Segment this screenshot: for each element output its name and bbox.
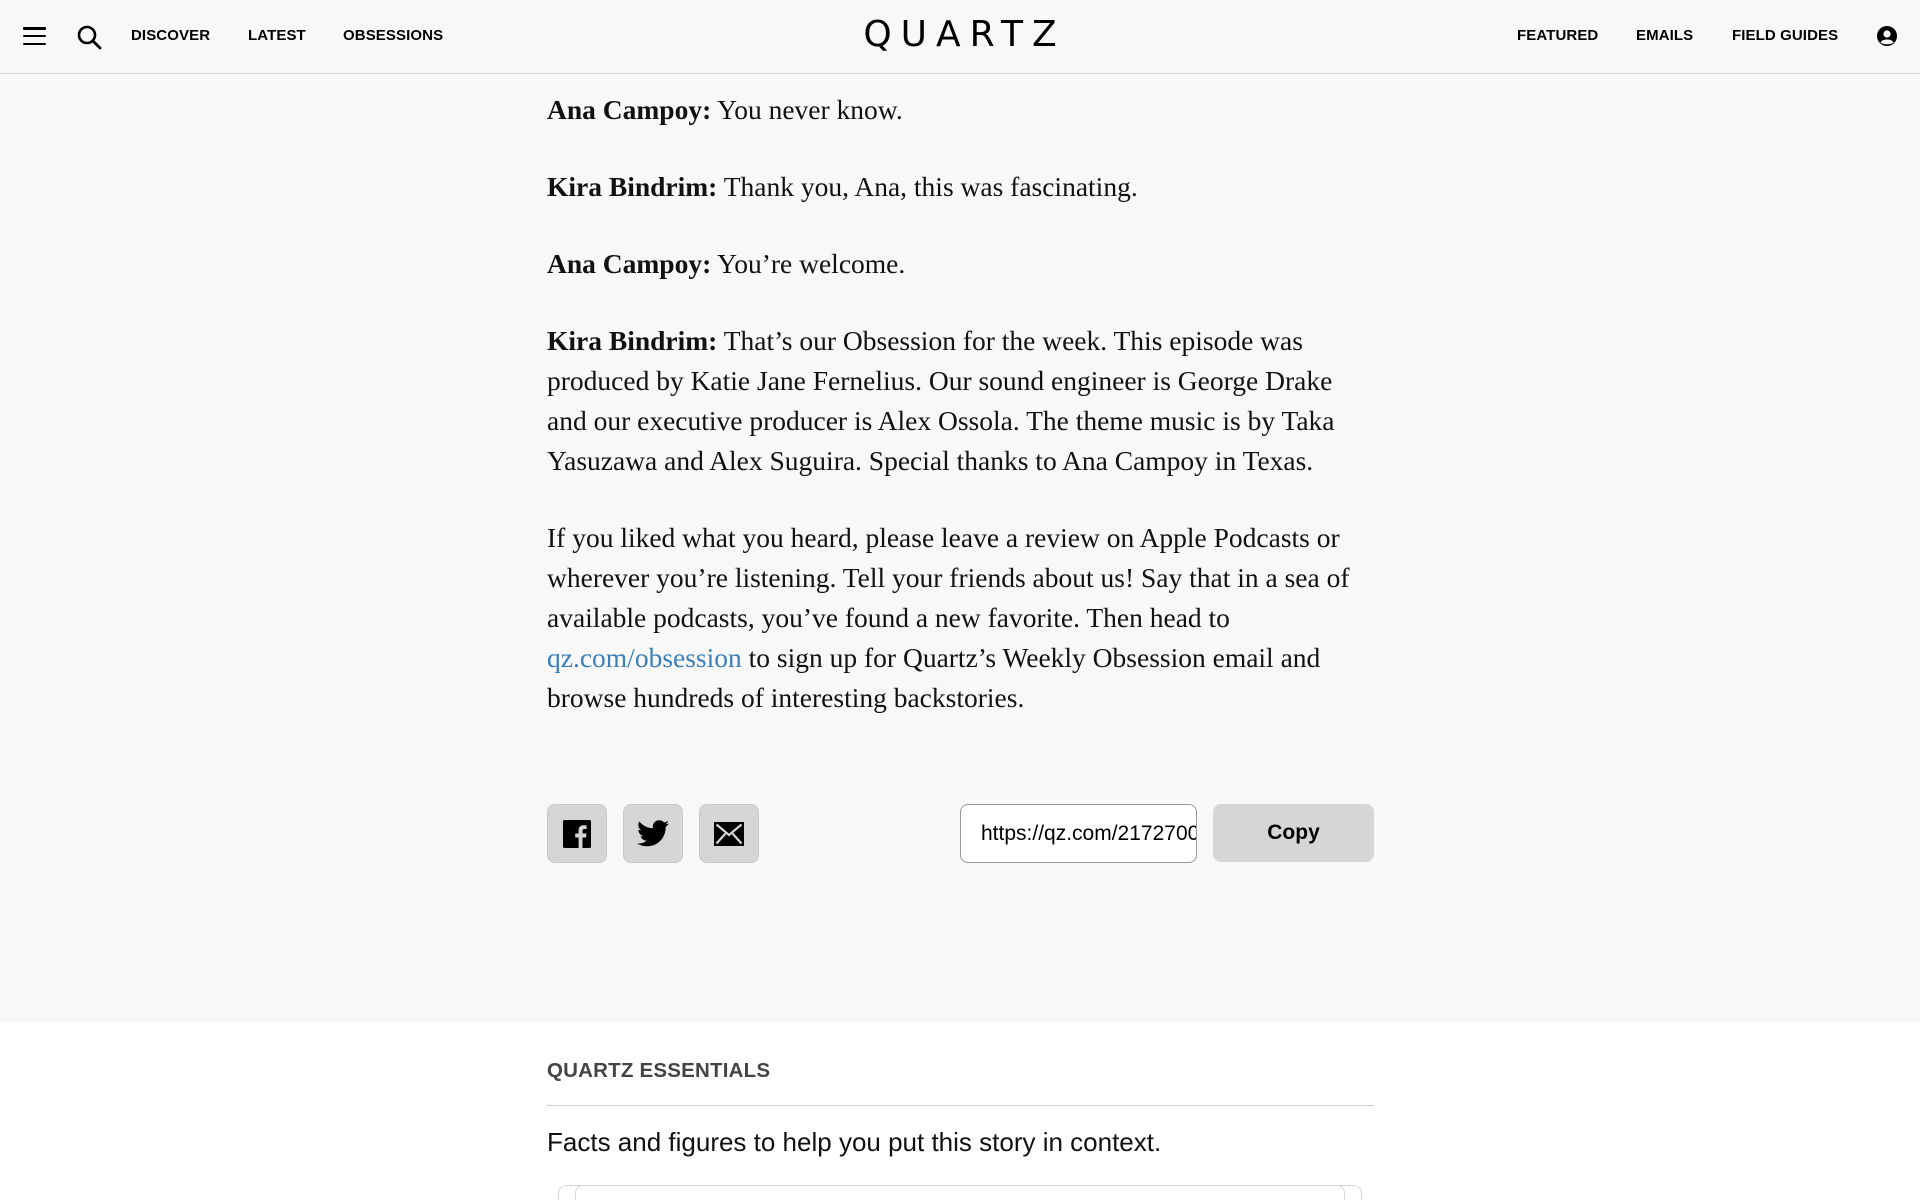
- top-navigation-bar: [0, 0, 1920, 74]
- transcript-paragraph: [547, 321, 1377, 481]
- transcript-text: You’re welcome.: [711, 248, 906, 279]
- closing-text-before: If you liked what you heard, please leave a review on Apple Podcasts or wherever you’re listening. Tell your friends about us! Say that in a sea of available podcasts, you’ve found a new favorite. Then head to: [547, 522, 1350, 633]
- essentials-divider: [547, 1105, 1374, 1106]
- obsession-link[interactable]: qz.com/obsession: [547, 642, 742, 673]
- transcript-paragraph: [547, 167, 1377, 207]
- menu-icon[interactable]: [23, 25, 46, 47]
- nav-featured[interactable]: FEATURED: [1517, 27, 1599, 44]
- copy-url-button[interactable]: Copy: [1213, 804, 1374, 862]
- speaker-name: Kira Bindrim:: [547, 325, 718, 356]
- closing-text-after: to sign up for Quartz’s Weekly Obsession email and browse hundreds of interesting backstories.: [547, 642, 1321, 713]
- article-body: [547, 90, 1377, 755]
- transcript-text: That’s our Obsession for the week. This episode was produced by Katie Jane Fernelius. Our sound engineer is George Drake and our executive producer is Alex Ossola. The theme music is by Taka Yasuzawa and Alex Suguira. Special thanks to Ana Campoy in Texas.: [547, 325, 1335, 476]
- speaker-name: Kira Bindrim:: [547, 171, 718, 202]
- speaker-name: Ana Campoy:: [547, 94, 712, 125]
- transcript-text: Thank you, Ana, this was fascinating.: [717, 171, 1138, 202]
- nav-obsessions[interactable]: OBSESSIONS: [343, 27, 444, 44]
- account-icon[interactable]: [1877, 26, 1897, 46]
- essentials-title: QUARTZ ESSENTIALS: [547, 1059, 771, 1082]
- nav-emails[interactable]: EMAILS: [1636, 27, 1694, 44]
- facebook-icon: [563, 820, 591, 848]
- nav-field-guides[interactable]: FIELD GUIDES: [1732, 27, 1839, 44]
- essentials-card-top: [575, 1185, 1345, 1200]
- email-icon: [714, 822, 744, 846]
- nav-latest[interactable]: LATEST: [248, 27, 306, 44]
- closing-paragraph: [547, 518, 1377, 718]
- transcript-paragraph: [547, 244, 1377, 284]
- essentials-subtitle: Facts and figures to help you put this story in context.: [547, 1127, 1162, 1157]
- share-facebook-button[interactable]: [547, 804, 607, 863]
- twitter-icon: [637, 820, 669, 847]
- share-url-input[interactable]: [960, 804, 1197, 863]
- speaker-name: Ana Campoy:: [547, 248, 712, 279]
- quartz-logo[interactable]: QUARTZ: [863, 14, 1066, 55]
- quartz-essentials-section: [0, 1023, 1920, 1200]
- nav-discover[interactable]: DISCOVER: [131, 27, 211, 44]
- search-icon[interactable]: [76, 24, 102, 50]
- share-twitter-button[interactable]: [623, 804, 683, 863]
- transcript-text: You never know.: [711, 94, 903, 125]
- share-email-button[interactable]: [699, 804, 759, 863]
- transcript-paragraph: [547, 90, 1377, 130]
